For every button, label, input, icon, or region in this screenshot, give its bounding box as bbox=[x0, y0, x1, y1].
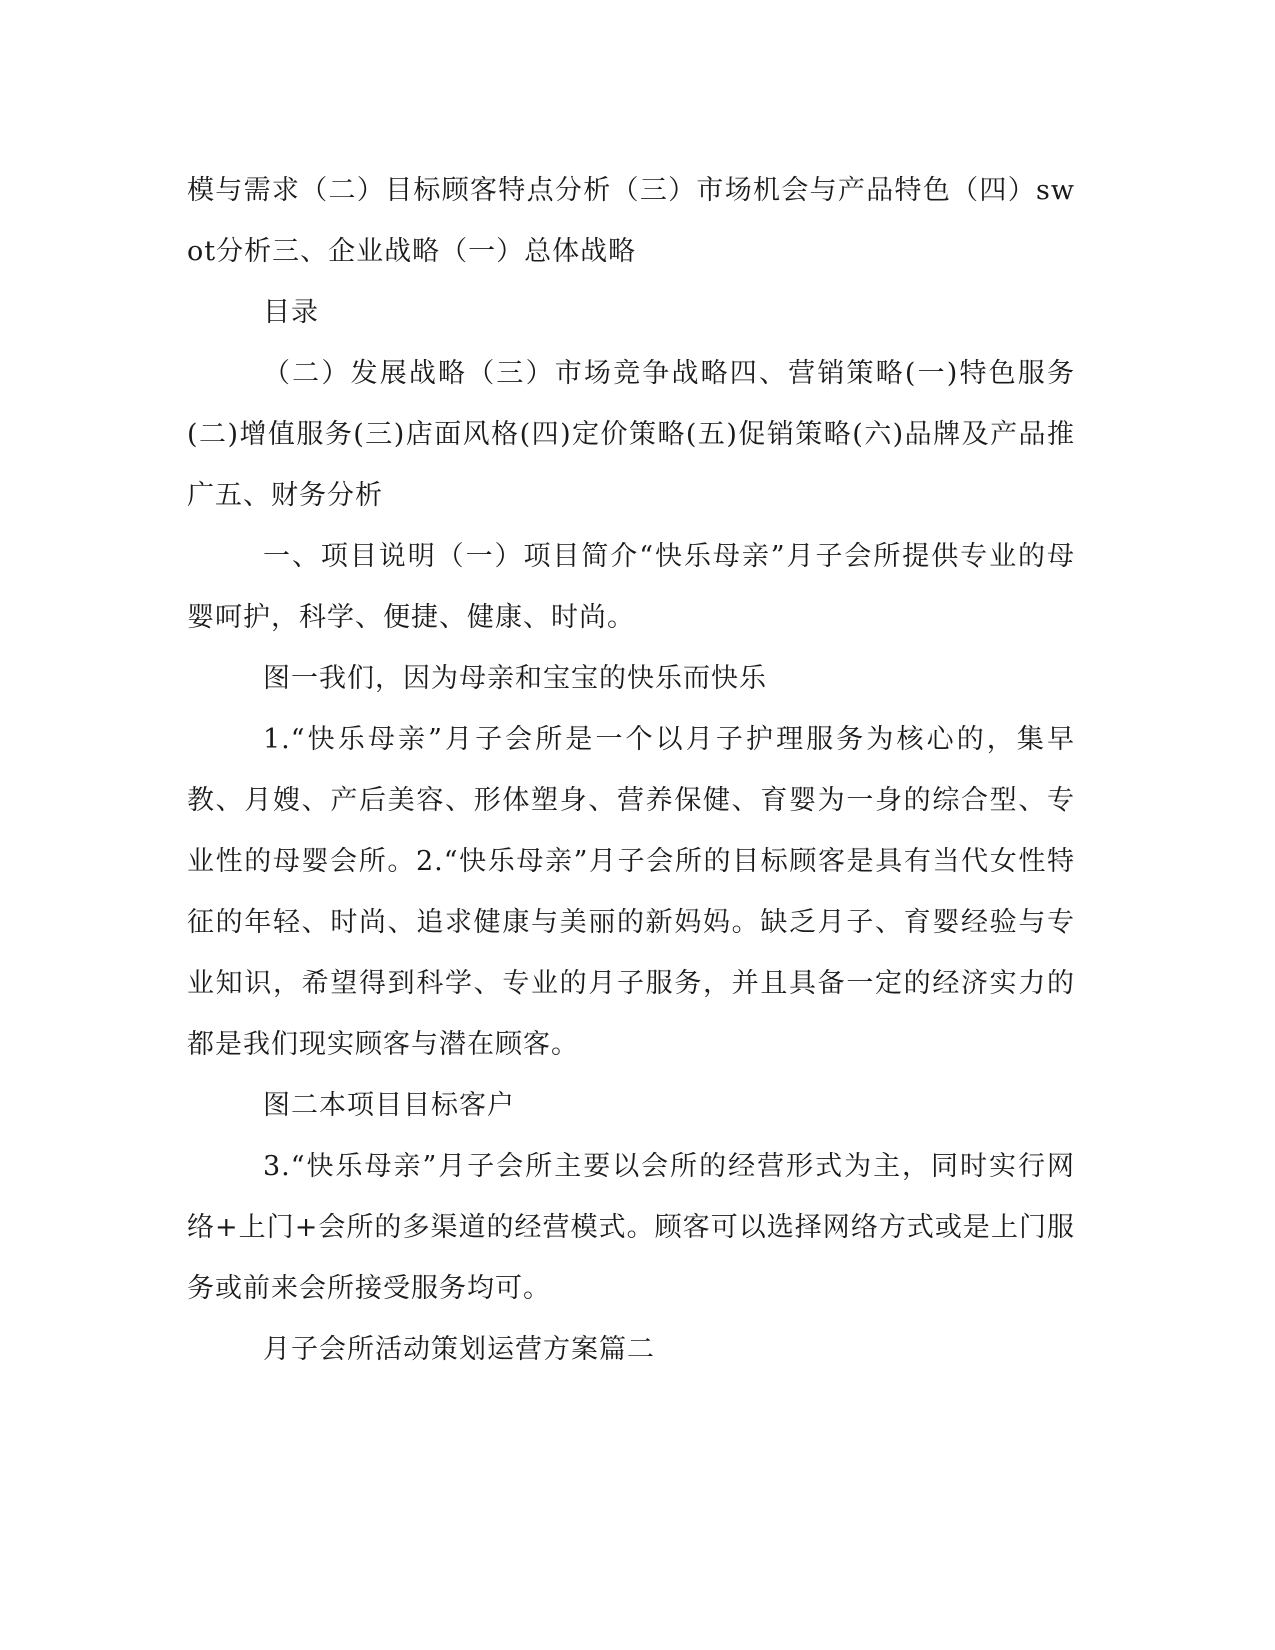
section-title: 月子会所活动策划运营方案篇二 bbox=[263, 1334, 655, 1365]
paragraph-continued-toc: 模与需求（二）目标顾客特点分析（三）市场机会与产品特色（四）swot分析三、企业战略（一）总体战略 bbox=[187, 175, 1075, 267]
figure-caption-two: 图二本项目目标客户 bbox=[263, 1090, 515, 1121]
figure-caption-one: 图一我们，因为母亲和宝宝的快乐而快乐 bbox=[263, 663, 767, 694]
document-body bbox=[187, 160, 1075, 1380]
paragraph-toc-strategy: （二）发展战略（三）市场竞争战略四、营销策略(一)特色服务(二)增值服务(三)店面风格(四)定价策略(五)促销策略(六)品牌及产品推广五、财务分析 bbox=[187, 358, 1075, 511]
paragraph-project-intro: 一、项目说明（一）项目简介“快乐母亲”月子会所提供专业的母婴呵护，科学、便捷、健康、时尚。 bbox=[187, 541, 1075, 633]
paragraph-business-model: 3.“快乐母亲”月子会所主要以会所的经营形式为主，同时实行网络+上门+会所的多渠道的经营模式。顾客可以选择网络方式或是上门服务或前来会所接受服务均可。 bbox=[187, 1151, 1075, 1304]
toc-heading: 目录 bbox=[263, 297, 319, 328]
paragraph-positioning: 1.“快乐母亲”月子会所是一个以月子护理服务为核心的，集早教、月嫂、产后美容、形体塑身、营养保健、育婴为一身的综合型、专业性的母婴会所。2.“快乐母亲”月子会所的目标顾客是具有当代女性特征的年轻、时尚、追求健康与美丽的新妈妈。缺乏月子、育婴经验与专业知识，希望得到科学、专业的月子服务，并且具备一定的经济实力的都是我们现实顾客与潜在顾客。 bbox=[187, 724, 1075, 1060]
